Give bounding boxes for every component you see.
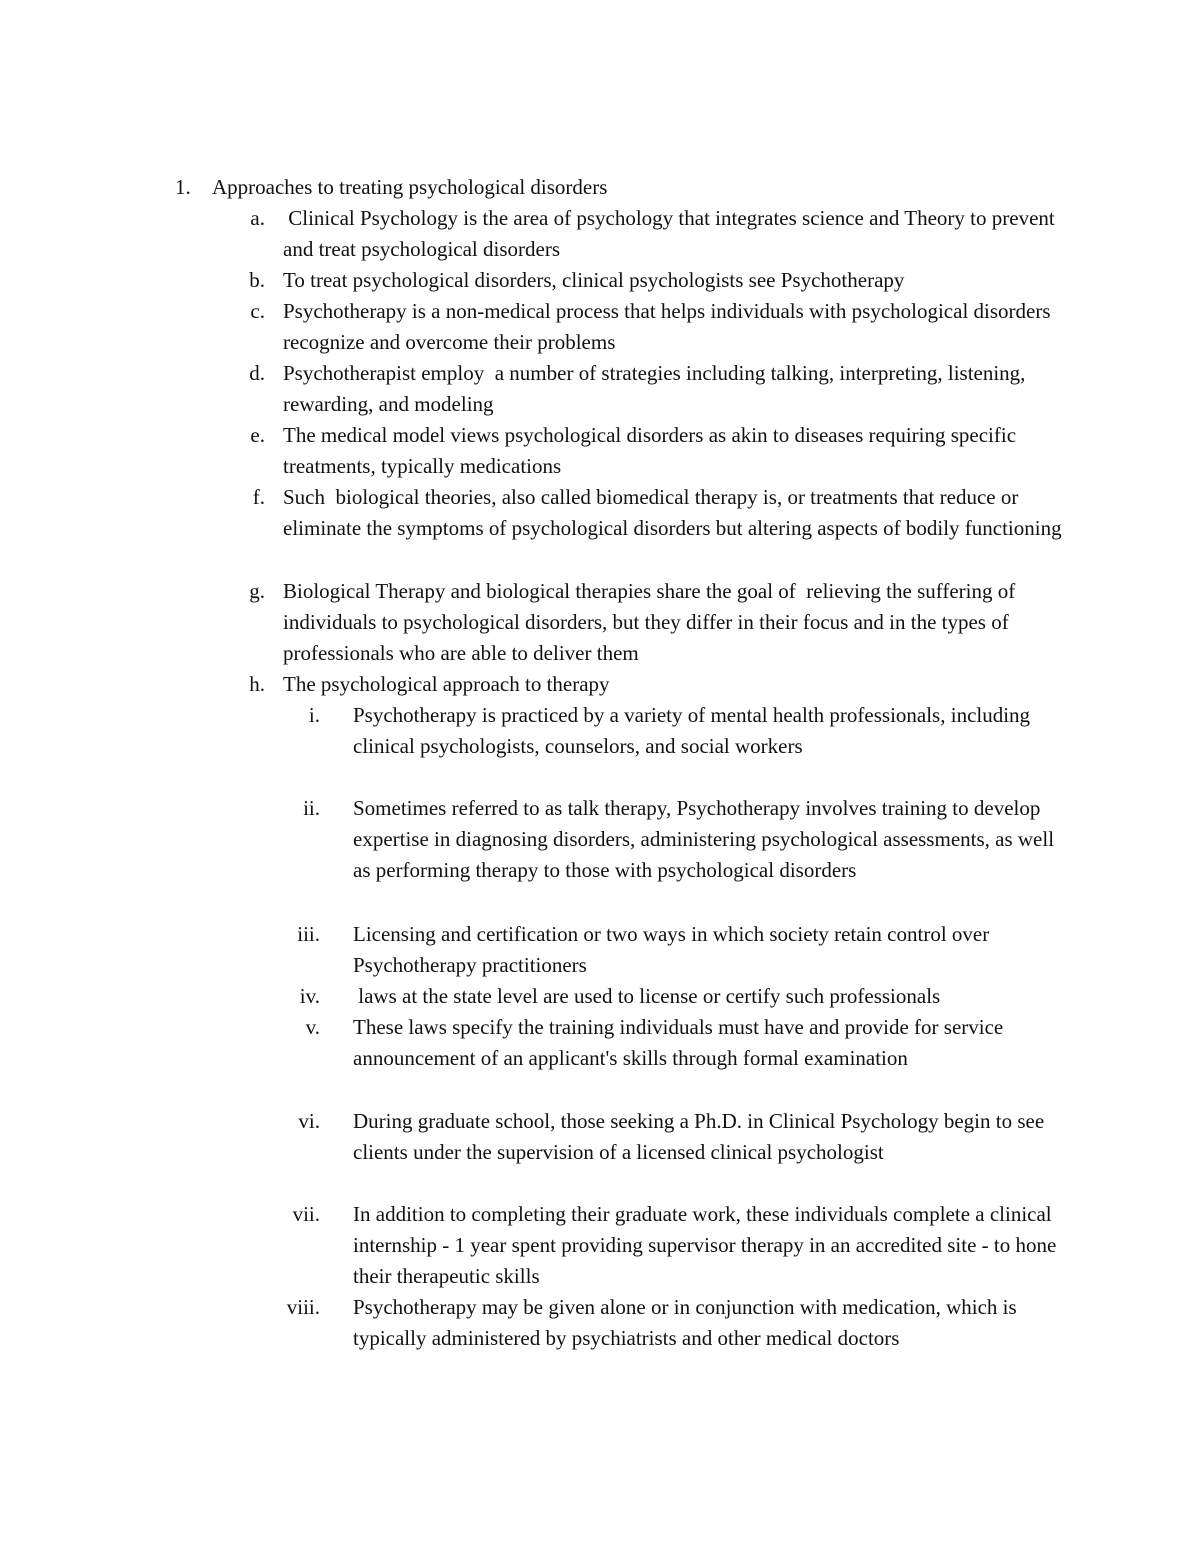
list-marker: a. <box>250 206 265 230</box>
list-item-text: In addition to completing their graduate work, these individuals complete a clinical internship - 1 year spent providing supervisor therapy in an accredited site - to hone their therapeutic skills <box>353 1202 1057 1289</box>
list-item-text: Biological Therapy and biological therapies share the goal of relieving the suffering of individuals to psychological disorders, but they differ in their focus and in the types of professionals who are able to deliver them <box>283 579 1021 666</box>
list-item-text: To treat psychological disorders, clinical psychologists see Psychotherapy <box>283 268 905 292</box>
list-item-text: Psychotherapy is a non-medical process that helps individuals with psychological disorders recognize and overcome their problems <box>283 299 1051 355</box>
list-marker: viii. <box>286 1295 320 1319</box>
list-item-text: Approaches to treating psychological disorders <box>212 175 608 199</box>
list-marker: c. <box>250 299 265 323</box>
list-item-text: Psychotherapy may be given alone or in conjunction with medication, which is typically administered by psychiatrists and other medical doctors <box>353 1295 1017 1351</box>
list-marker: v. <box>305 1015 320 1039</box>
list-marker: i. <box>308 703 320 727</box>
list-item-text: The medical model views psychological disorders as akin to diseases requiring specific treatments, typically medications <box>283 423 1017 479</box>
list-item-text: laws at the state level are used to license or certify such professionals <box>353 984 941 1008</box>
list-item-text: These laws specify the training individuals must have and provide for service announcement of an applicant's skills through formal examination <box>353 1015 1004 1071</box>
list-marker: h. <box>249 672 265 696</box>
list-marker: iv. <box>299 984 320 1008</box>
list-marker: ii. <box>303 796 320 820</box>
list-item-text: During graduate school, those seeking a Ph.D. in Clinical Psychology begin to see clients under the supervision of a licensed clinical psychologist <box>353 1109 1045 1165</box>
list-item-text: Such biological theories, also called biomedical therapy is, or treatments that reduce or eliminate the symptoms of psychological disorders but altering aspects of bodily functioning <box>283 485 1062 541</box>
list-marker: iii. <box>297 922 320 946</box>
list-marker: vii. <box>292 1202 320 1226</box>
list-item-text: Psychotherapist employ a number of strategies including talking, interpreting, listening, rewarding, and modeling <box>283 361 1031 417</box>
list-item-text: Clinical Psychology is the area of psychology that integrates science and Theory to prevent and treat psychological disorders <box>283 206 1060 262</box>
list-marker: 1. <box>175 175 191 199</box>
list-item-text: Psychotherapy is practiced by a variety of mental health professionals, including clinical psychologists, counselors, and social workers <box>353 703 1031 759</box>
list-item-text: The psychological approach to therapy <box>283 672 610 696</box>
list-marker: vi. <box>298 1109 320 1133</box>
list-marker: f. <box>252 485 265 509</box>
list-marker: d. <box>249 361 265 385</box>
list-marker: b. <box>249 268 265 292</box>
list-marker: e. <box>250 423 265 447</box>
list-marker: g. <box>249 579 265 603</box>
list-item-text: Sometimes referred to as talk therapy, Psychotherapy involves training to develop expertise in diagnosing disorders, administering psychological assessments, as well as performing therapy to those with psychological disorders <box>353 796 1055 883</box>
list-item-text: Licensing and certification or two ways in which society retain control over Psychotherapy practitioners <box>353 922 990 978</box>
